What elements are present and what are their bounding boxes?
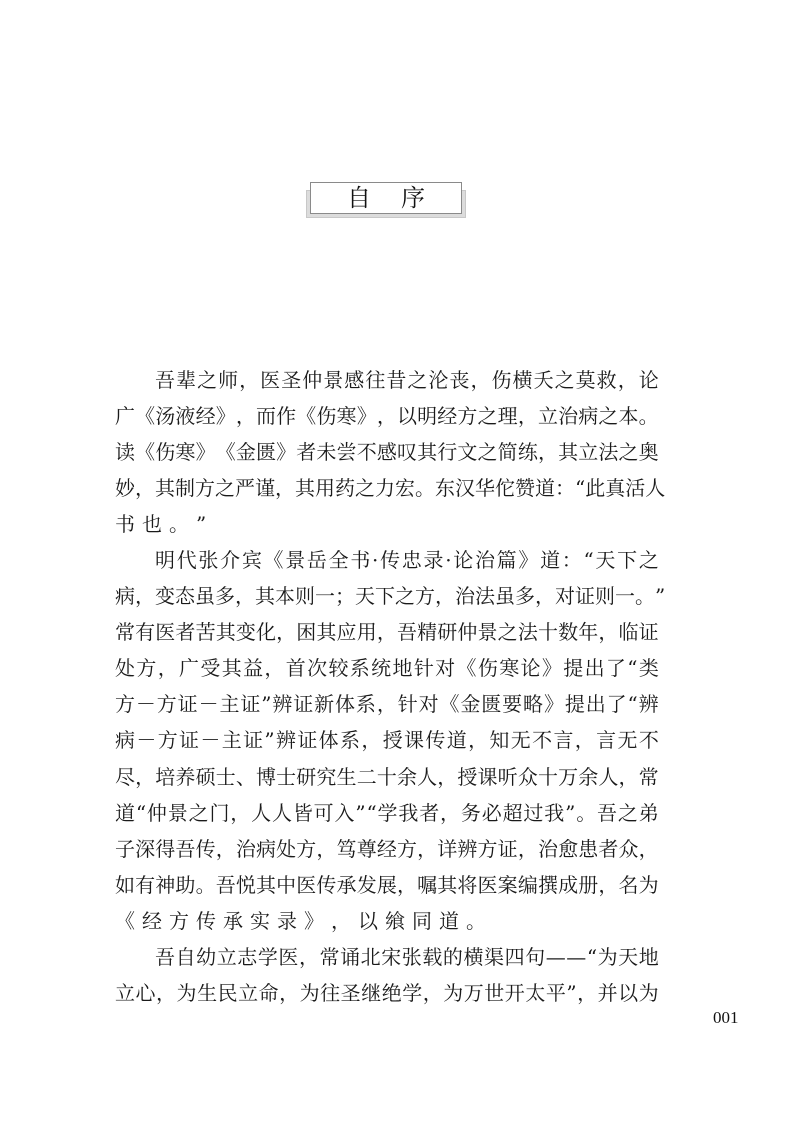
text-line: 病 － 方 证 － 主 证 ” 辨 证 体 系 ， 授 课 传 道 ， 知 无 不 言 ， 言 无 不 [115, 728, 659, 753]
text-line: 吾 辈 之 师 ， 医 圣 仲 景 感 往 昔 之 沦 丧 ， 伤 横 夭 之 莫 救 ， 论 [155, 368, 659, 392]
title-box-frame [310, 182, 462, 214]
text-line: 方 － 方 证 － 主 证 ” 辨 证 新 体 系 ， 针 对 《 金 匮 要 略 》 提 出 了 “ 辨 [115, 692, 659, 717]
text-line: 常 有 医 者 苦 其 变 化 ， 困 其 应 用 ， 吾 精 研 仲 景 之 法 十 数 年 ， 临 证 [115, 620, 659, 645]
text-line: 书 也 。 ” [115, 512, 214, 537]
text-line: 广 《 汤 液 经 》 ， 而 作 《 伤 寒 》 ， 以 明 经 方 之 理 ， 立 治 病 之 本 。 [115, 404, 659, 429]
text-line: 子 深 得 吾 传 ， 治 病 处 方 ， 笃 尊 经 方 ， 详 辨 方 证 ， 治 愈 患 者 众 ， [115, 836, 659, 861]
chapter-title: 自序 [347, 184, 455, 212]
text-line: 明 代 张 介 宾 《 景 岳 全 书 · 传 忠 录 · 论 治 篇 》 道 ： “ 天 下 之 [155, 548, 659, 573]
text-line: 《 经 方 传 承 实 录 》 ， 以 飨 同 道 。 [115, 908, 493, 933]
text-line: 如 有 神 助 。 吾 悦 其 中 医 传 承 发 展 ， 嘱 其 将 医 案 编 撰 成 册 ， 名 为 [115, 872, 659, 897]
text-line: 吾 自 幼 立 志 学 医 ， 常 诵 北 宋 张 载 的 横 渠 四 句 — — “ 为 天 地 [155, 944, 659, 969]
chapter-title-box [306, 182, 466, 219]
text-line: 立 心 ， 为 生 民 立 命 ， 为 往 圣 继 绝 学 ， 为 万 世 开 太 平 ” ， 并 以 为 [115, 980, 659, 1005]
preface-body [115, 366, 666, 1015]
page-number: 001 [713, 1008, 739, 1027]
text-line: 道 “ 仲 景 之 门 ， 人 人 皆 可 入 ” “ 学 我 者 ， 务 必 超 过 我 ” 。 吾 之 弟 [115, 800, 659, 825]
text-line: 病 ， 变 态 虽 多 ， 其 本 则 一 ； 天 下 之 方 ， 治 法 虽 多 ， 对 证 则 一 。 ” [115, 584, 666, 609]
text-line: 处 方 ， 广 受 其 益 ， 首 次 较 系 统 地 针 对 《 伤 寒 论 》 提 出 了 “ 类 [115, 656, 659, 681]
text-line: 妙 ， 其 制 方 之 严 谨 ， 其 用 药 之 力 宏 。 东 汉 华 佗 赞 道 ： “ 此 真 活 人 [115, 476, 666, 501]
text-line: 读 《 伤 寒 》 《 金 匮 》 者 未 尝 不 感 叹 其 行 文 之 简 练 ， 其 立 法 之 奥 [115, 440, 659, 465]
text-line: 尽 ， 培 养 硕 士 、 博 士 研 究 生 二 十 余 人 ， 授 课 听 众 十 万 余 人 ， 常 [115, 764, 659, 789]
